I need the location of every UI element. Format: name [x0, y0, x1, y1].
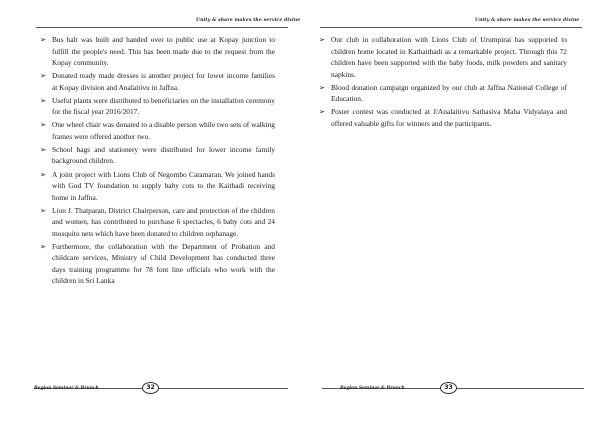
bullet-text: Blood donation campaign organized by our club at Jaffna National College of Education. — [331, 82, 567, 104]
arrow-bullet-icon: ➢ — [319, 107, 326, 117]
list-item — [40, 70, 275, 93]
list-item — [40, 144, 275, 167]
arrow-bullet-icon: ➢ — [40, 35, 47, 44]
bullet-text: One wheel chair was donated to a disable person while two sets of walking frames were offered another two. — [52, 120, 275, 141]
right-page — [300, 0, 600, 425]
list-item — [40, 34, 275, 69]
bullet-text: Lion J. Thatparan, District Chairperson, care and protection of the children and women, has contributed to purchase 6 spectacles, 6 baby cots and 24 mosquito nets which have been donated to children orphanage. — [52, 205, 275, 238]
header-tagline: Unity & share makes the service divine — [196, 18, 301, 23]
page-number: 33 — [440, 382, 457, 394]
arrow-bullet-icon: ➢ — [319, 35, 326, 44]
list-item — [40, 119, 275, 142]
list-item — [319, 106, 567, 129]
header-tagline: Unity & share makes the service divine — [475, 18, 580, 23]
arrow-bullet-icon: ➢ — [40, 71, 47, 81]
list-item — [319, 82, 567, 105]
list-item — [40, 95, 275, 118]
arrow-bullet-icon: ➢ — [40, 241, 47, 251]
header-rule — [320, 27, 582, 28]
list-item — [40, 205, 275, 240]
bullet-text: School bags and stationery were distributed for lower income family background children. — [52, 144, 275, 166]
list-item — [40, 241, 275, 287]
arrow-bullet-icon: ➢ — [40, 144, 47, 154]
bullet-list — [319, 34, 567, 131]
bullet-text: Our club in collaboration with Lions Club of Urumpirai has supported to children home located in Kathaithadi as a remarkable project. Through this 72 children have been supported with the baby foods, milk powders and sanitary napkins. — [331, 35, 567, 79]
arrow-bullet-icon: ➢ — [40, 120, 47, 130]
arrow-bullet-icon: ➢ — [40, 95, 47, 105]
arrow-bullet-icon: ➢ — [40, 205, 47, 215]
bullet-text: Bus halt was built and handed over to public use at Kopay junction to fulfill the people's need. This has been made due to the request from the Kopay community. — [52, 35, 275, 68]
footer-title: Region Seminar & Brunch — [34, 386, 99, 391]
bullet-list — [40, 34, 275, 288]
arrow-bullet-icon: ➢ — [40, 169, 47, 179]
list-item — [40, 169, 275, 204]
bullet-text: Poster contest was conducted at J/Analaitivu Sathasiva Maha Vidyalaya and offered valuable gifts for winners and the participants. — [331, 107, 567, 128]
list-item — [319, 34, 567, 80]
page-number: 32 — [142, 382, 159, 394]
bullet-text: Furthermore, the collaboration with the Department of Probation and childcare services, Ministry of Child Development has conducted three days training programme for 78 font line officials who work with the children in Sri Lanka — [52, 241, 275, 286]
arrow-bullet-icon: ➢ — [319, 82, 326, 92]
bullet-text: A joint project with Lions Club of Negombo Catamaran. We joined hands with God TV foundation to supply baby cots to the Kaithadi receiving home in Jaffna. — [52, 169, 275, 202]
footer-title: Region Seminar & Brunch — [340, 386, 405, 391]
bullet-text: Useful plants were distributed to beneficiaries on the installation ceremony for the fiscal year 2016/2017. — [52, 95, 275, 117]
bullet-text: Donated ready made dresses is another project for lower income families at Kopay division and Analaitivu in Jaffna. — [52, 71, 275, 92]
header-rule — [36, 27, 288, 28]
